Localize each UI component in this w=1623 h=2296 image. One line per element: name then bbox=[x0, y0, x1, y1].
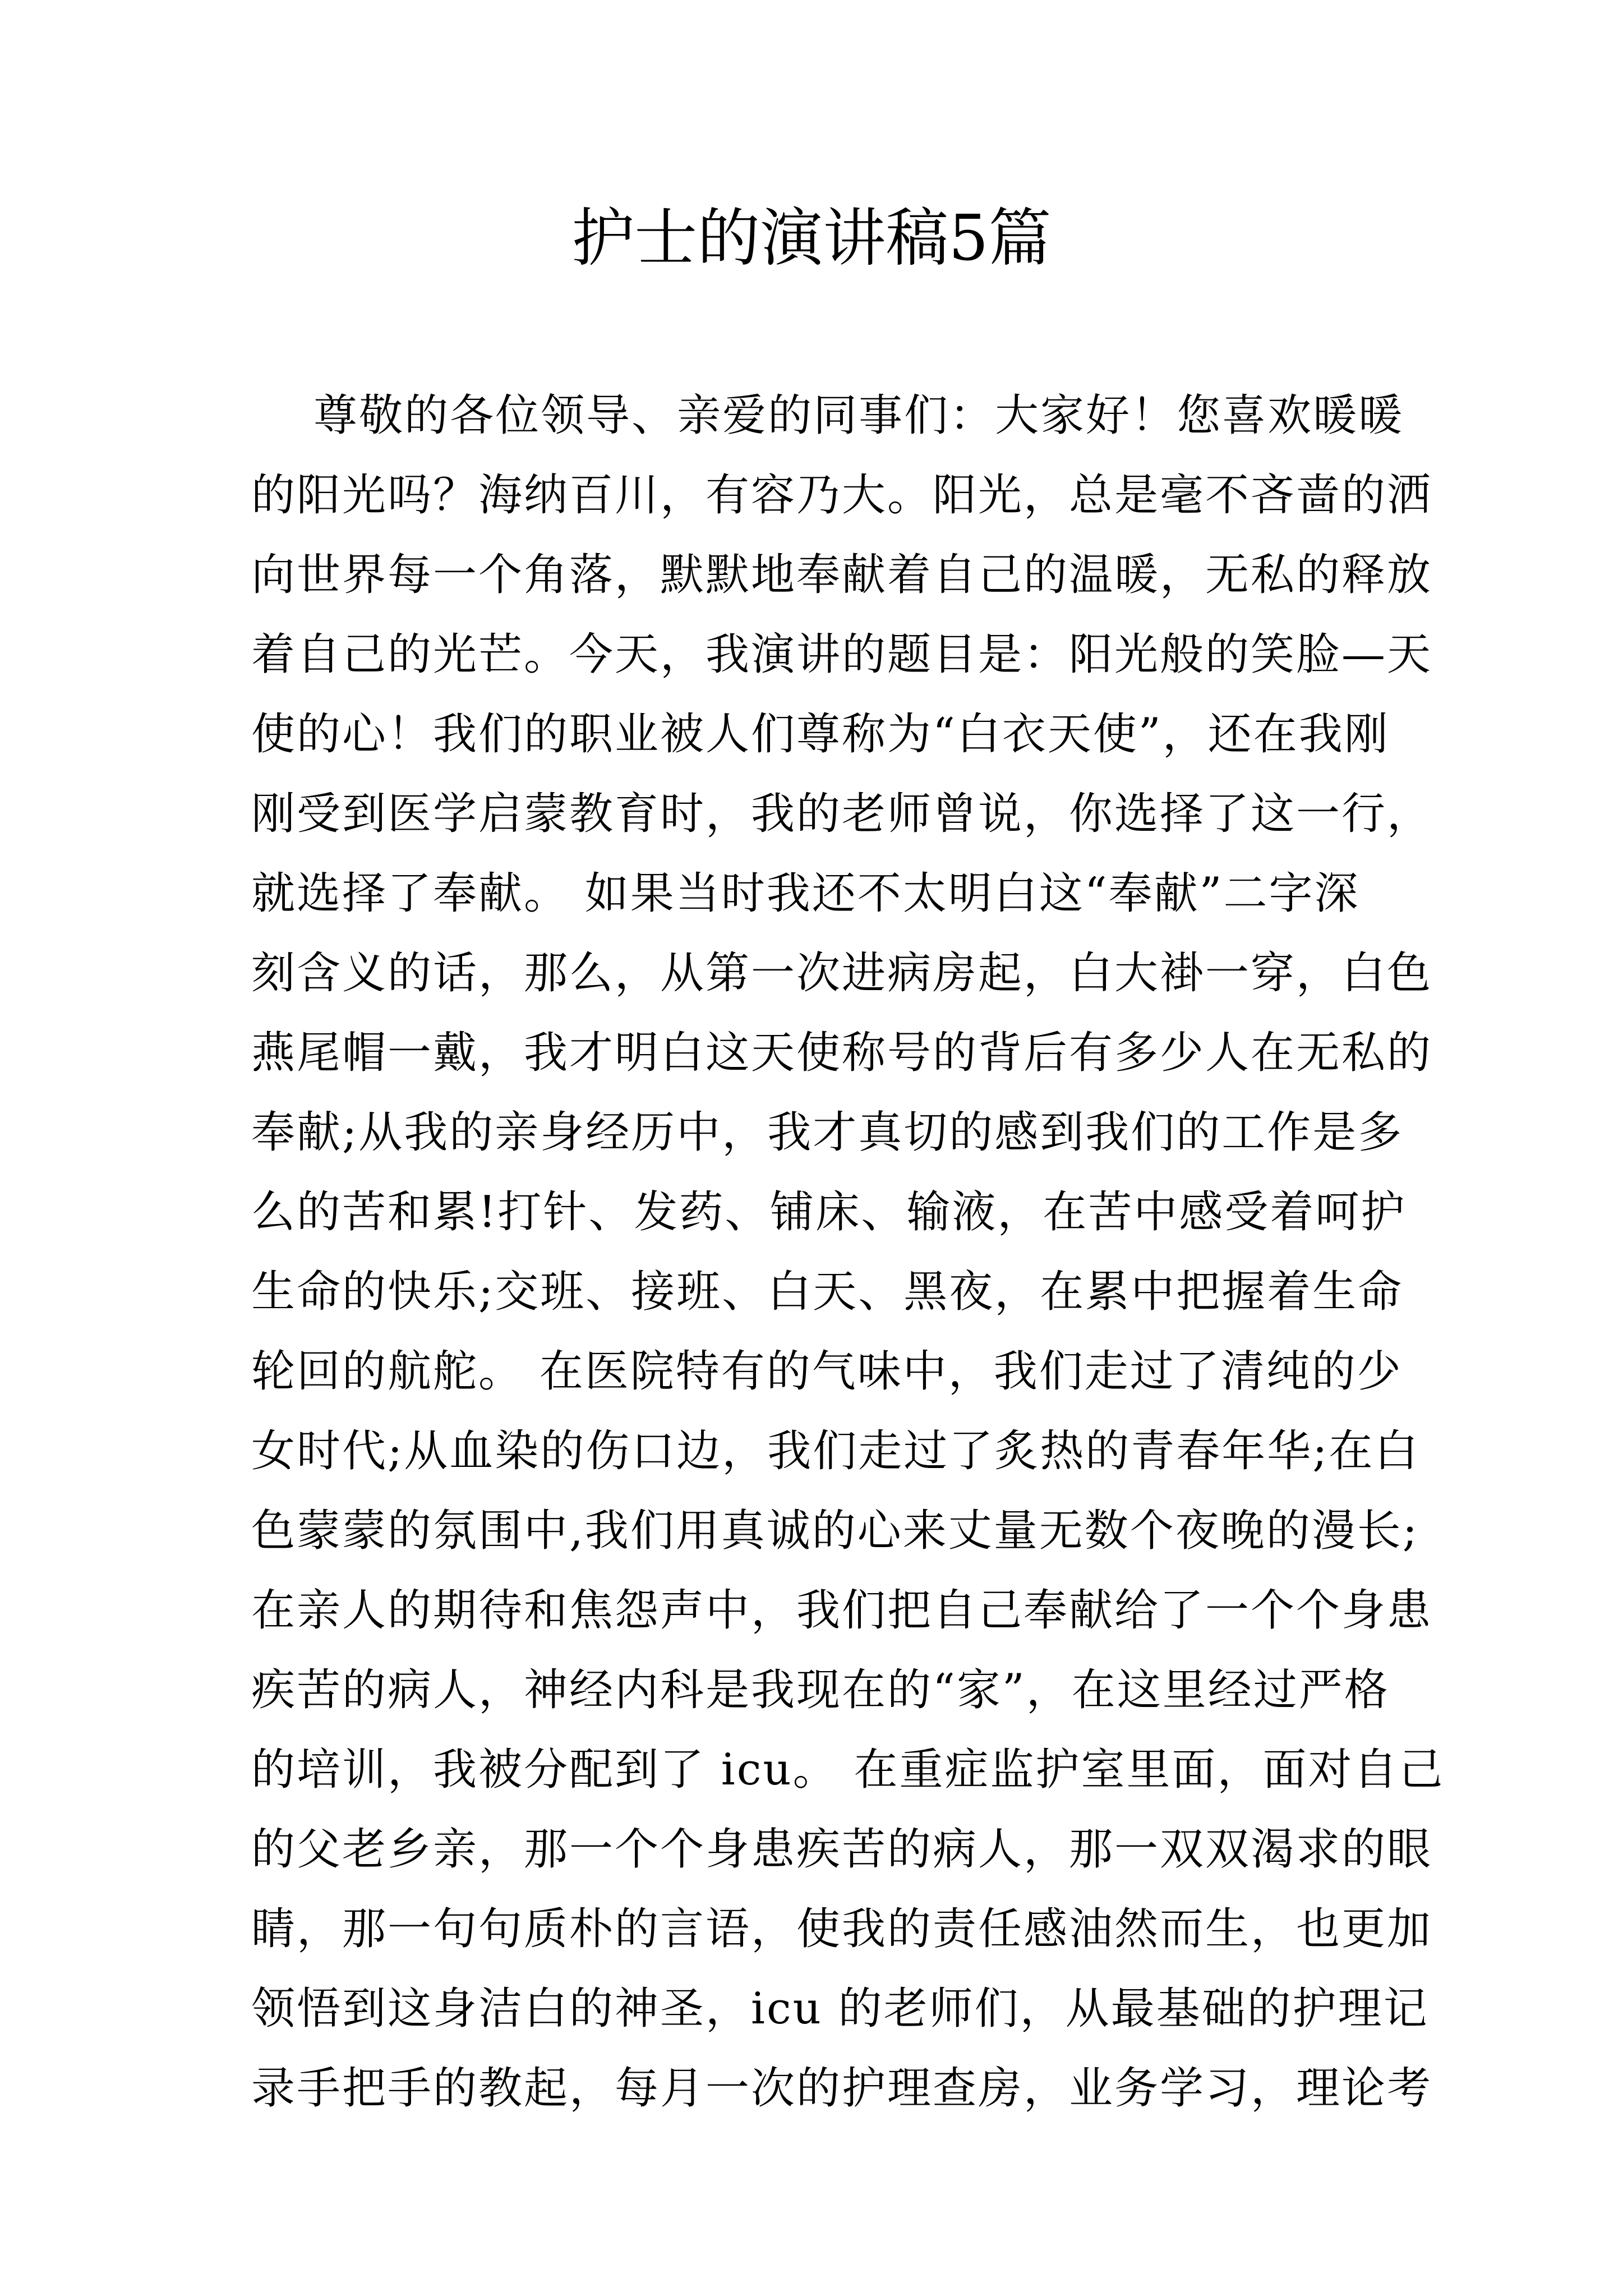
body-line: 么的苦和累!打针、发药、铺床、输液，在苦中感受着呵护 bbox=[251, 1187, 1407, 1237]
body-line: 疾苦的病人，神经内科是我现在的“家”，在这里经过严格 bbox=[251, 1665, 1390, 1715]
document-body bbox=[251, 376, 1445, 2128]
body-line: 奉献;从我的亲身经历中，我才真切的感到我们的工作是多 bbox=[251, 1107, 1404, 1158]
document-title: 护士的演讲稿5篇 bbox=[571, 202, 1052, 275]
body-line: 在亲人的期待和焦怨声中，我们把自己奉献给了一个个身患 bbox=[251, 1585, 1433, 1636]
body-line: 的父老乡亲，那一个个身患疾苦的病人，那一双双渴求的眼 bbox=[251, 1824, 1433, 1875]
body-line: 燕尾帽一戴，我才明白这天使称号的背后有多少人在无私的 bbox=[251, 1028, 1433, 1078]
body-line: 向世界每一个角落，默默地奉献着自己的温暖，无私的释放 bbox=[251, 550, 1433, 600]
body-line: 着自己的光芒。今天，我演讲的题目是：阳光般的笑脸—天 bbox=[251, 629, 1433, 680]
body-line: 的培训，我被分配到了 icu。 在重症监护室里面，面对自己 bbox=[251, 1745, 1445, 1795]
body-line: 领悟到这身洁白的神圣，icu 的老师们，从最基础的护理记 bbox=[251, 1984, 1429, 2034]
body-line: 使的心！我们的职业被人们尊称为“白衣天使”，还在我刚 bbox=[251, 709, 1390, 760]
body-line: 刻含义的话，那么，从第一次进病房起，白大褂一穿，白色 bbox=[251, 948, 1433, 999]
body-line: 的阳光吗？海纳百川，有容乃大。阳光，总是毫不吝啬的洒 bbox=[251, 470, 1433, 521]
body-line: 轮回的航舵。 在医院特有的气味中，我们走过了清纯的少 bbox=[251, 1346, 1403, 1397]
body-line: 尊敬的各位领导、亲爱的同事们：大家好！您喜欢暖暖 bbox=[251, 390, 1404, 441]
body-line: 生命的快乐;交班、接班、白天、黑夜，在累中把握着生命 bbox=[251, 1267, 1404, 1317]
body-line: 刚受到医学启蒙教育时，我的老师曾说，你选择了这一行， bbox=[251, 789, 1433, 839]
body-line: 睛，那一句句质朴的言语，使我的责任感油然而生，也更加 bbox=[251, 1904, 1433, 1954]
body-line: 色蒙蒙的氛围中,我们用真诚的心来丈量无数个夜晚的漫长; bbox=[251, 1506, 1419, 1556]
body-line: 女时代;从血染的伤口边，我们走过了炙热的青春年华;在白 bbox=[251, 1426, 1420, 1476]
body-line: 就选择了奉献。 如果当时我还不太明白这“奉献”二字深 bbox=[251, 868, 1360, 919]
body-line: 录手把手的教起，每月一次的护理查房，业务学习，理论考 bbox=[251, 2063, 1433, 2114]
